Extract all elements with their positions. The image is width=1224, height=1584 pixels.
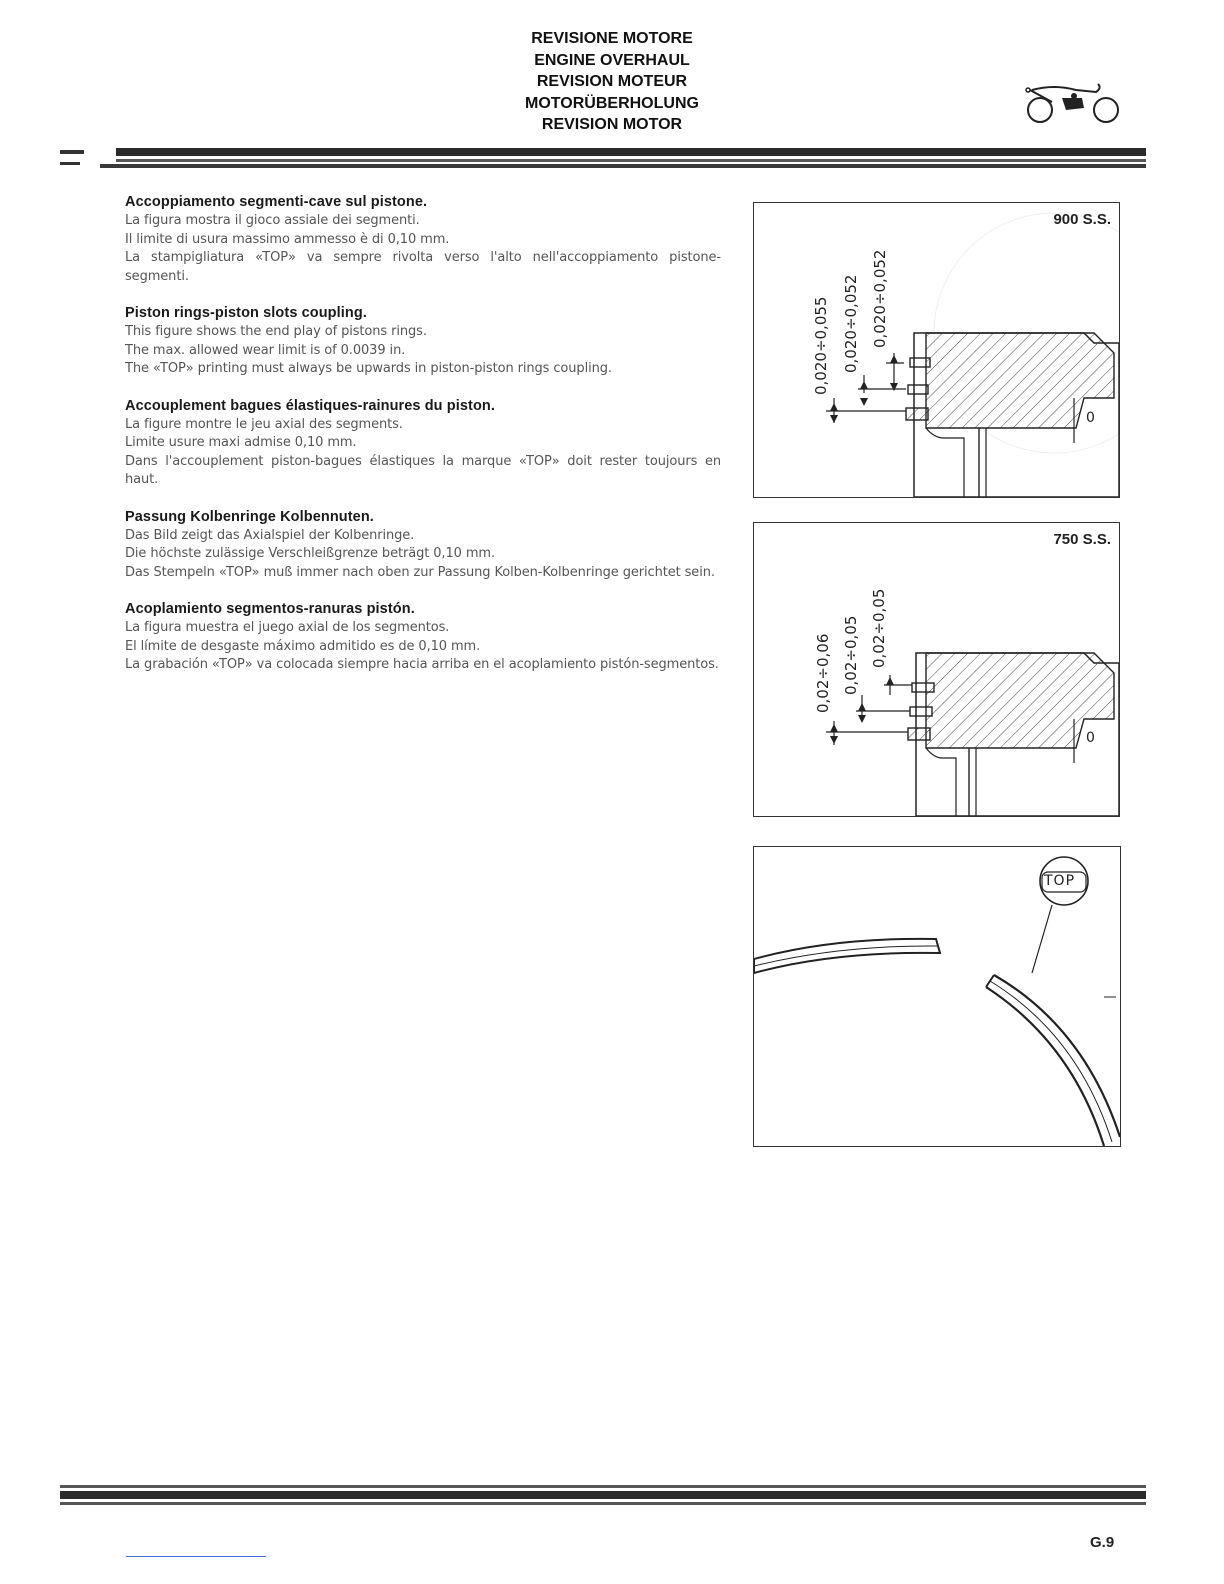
dimension-label: 0,02÷0,05 (842, 615, 860, 695)
section-line: The «TOP» printing must always be upwards in piston-piston rings coupling. (125, 361, 612, 376)
section-line: Die höchste zulässige Verschleißgrenze beträgt 0,10 mm. (125, 546, 495, 561)
dimension-label: 0,020÷0,052 (871, 249, 889, 348)
bottom-rule (60, 1482, 1146, 1512)
section-line: La figura muestra el juego axial de los segmentos. (125, 620, 450, 635)
dimension-label: 0,02÷0,06 (814, 633, 832, 713)
figure-750ss (753, 522, 1120, 817)
section-spanish (125, 601, 721, 675)
title-fr: REVISION MOTEUR (536, 73, 688, 90)
svg-text:0: 0 (1086, 410, 1095, 426)
title-it: REVISIONE MOTORE (531, 30, 693, 47)
section-german (125, 509, 721, 583)
figure-900ss (753, 202, 1120, 498)
top-marking-label: TOP (1044, 873, 1076, 889)
motorcycle-icon (1024, 80, 1124, 128)
footer-link-line (126, 1556, 266, 1557)
piston-ring-drawing (754, 847, 1120, 1146)
section-line: La stampigliatura «TOP» va sempre rivolta verso l'alto nell'accoppiamento pistone-segmenti. (125, 250, 721, 284)
piston-cross-section-drawing (754, 523, 1119, 816)
title-en: ENGINE OVERHAUL (534, 51, 690, 69)
dimension-label: 0,020÷0,055 (812, 296, 830, 395)
section-title: Accouplement bagues élastiques-rainures du piston. (125, 397, 495, 414)
section-line: Il limite di usura massimo ammesso è di 0,10 mm. (125, 231, 450, 247)
model-label: 900 S.S. (1053, 211, 1111, 228)
page-number: G.9 (1090, 1534, 1115, 1551)
section-line: Das Bild zeigt das Axialspiel der Kolbenringe. (125, 527, 415, 543)
section-line: La figura mostra il gioco assiale dei segmenti. (125, 213, 420, 228)
title-de: MOTORÜBERHOLUNG (525, 94, 699, 112)
header-titles (440, 28, 784, 136)
figure-top-marking (753, 846, 1121, 1147)
title-es: REVISION MOTOR (541, 116, 683, 133)
section-italian (125, 194, 721, 286)
section-line: Limite usure maxi admise 0,10 mm. (125, 435, 357, 450)
section-title: Piston rings-piston slots coupling. (125, 305, 367, 321)
section-line: This figure shows the end play of pistons rings. (125, 324, 427, 339)
model-label: 750 S.S. (1053, 531, 1111, 548)
top-rule (60, 146, 1146, 176)
text-column (125, 194, 721, 694)
svg-text:0: 0 (1086, 730, 1095, 746)
dimension-label: 0,020÷0,052 (842, 274, 860, 373)
section-line: Das Stempeln «TOP» muß immer nach oben zur Passung Kolben-Kolbenringe gerichtet sein. (125, 564, 715, 580)
section-line: La grabación «TOP» va colocada siempre hacia arriba en el acoplamiento pistón-segmentos. (125, 657, 719, 672)
section-line: The max. allowed wear limit is of 0.0039 in. (125, 342, 406, 358)
section-english (125, 305, 721, 379)
section-line: El límite de desgaste máximo admitido es de 0,10 mm. (125, 638, 481, 654)
section-line: Dans l'accouplement piston-bagues élastiques la marque «TOP» doit rester toujours en haut. (125, 453, 721, 487)
section-title: Passung Kolbenringe Kolbennuten. (125, 508, 374, 525)
section-french (125, 398, 721, 490)
piston-cross-section-drawing (754, 203, 1119, 497)
section-title: Acoplamiento segmentos-ranuras pistón. (125, 601, 415, 617)
section-title: Accoppiamento segmenti-cave sul pistone. (125, 194, 428, 210)
section-line: La figure montre le jeu axial des segments. (125, 416, 403, 432)
dimension-label: 0,02÷0,05 (870, 588, 888, 668)
